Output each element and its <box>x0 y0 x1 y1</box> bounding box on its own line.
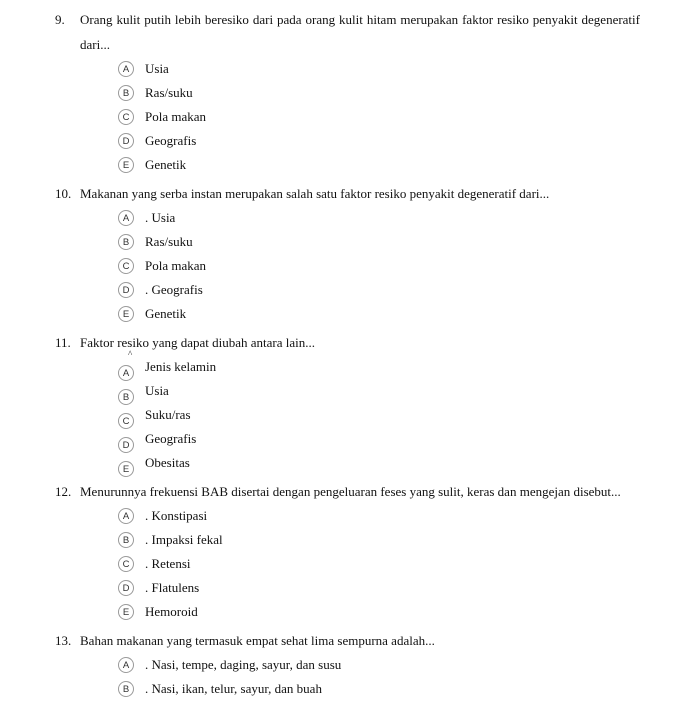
option-letter-circle: D <box>118 282 134 298</box>
answer-option <box>80 153 640 177</box>
options-list <box>80 349 640 475</box>
option-text: Usia <box>145 383 169 398</box>
option-text: . Geografis <box>145 282 203 297</box>
answer-option <box>80 278 640 302</box>
answer-option <box>80 349 640 379</box>
question-number: 11. <box>55 335 71 350</box>
question-number: 10. <box>55 186 72 201</box>
question-number: 12. <box>55 484 72 499</box>
answer-option <box>80 504 640 528</box>
answer-option <box>80 57 640 81</box>
answer-option <box>80 129 640 153</box>
option-letter-circle: E <box>118 461 134 477</box>
caret-mark: ^ <box>128 349 133 359</box>
question-text: Orang kulit putih lebih beresiko dari pada orang kulit hitam merupakan faktor resiko penyakit degeneratif dari... <box>80 12 640 52</box>
answer-option <box>80 451 640 475</box>
option-text: Geografis <box>145 133 197 148</box>
answer-option <box>80 576 640 600</box>
option-letter-circle: C <box>118 556 134 572</box>
question <box>0 628 692 701</box>
answer-option <box>80 105 640 129</box>
option-letter-circle: E <box>118 604 134 620</box>
answer-option <box>80 206 640 230</box>
option-text: Ras/suku <box>145 85 193 100</box>
option-text: Obesitas <box>145 455 190 470</box>
answer-option <box>80 600 640 624</box>
answer-option <box>80 254 640 278</box>
answer-option <box>80 230 640 254</box>
option-letter-circle: D <box>118 580 134 596</box>
option-letter-circle: E <box>118 157 134 173</box>
option-text: . Nasi, ikan, telur, sayur, dan buah <box>145 681 322 696</box>
option-letter-circle: D <box>118 437 134 453</box>
option-letter-circle: C <box>118 109 134 125</box>
option-letter-circle: A <box>118 210 134 226</box>
answer-option <box>80 653 640 677</box>
question-text: Menurunnya frekuensi BAB disertai dengan pengeluaran feses yang sulit, keras dan mengejan disebut... <box>80 484 621 499</box>
answer-option <box>80 379 640 403</box>
answer-option <box>80 427 640 451</box>
option-text: . Retensi <box>145 556 191 571</box>
option-letter-circle: C <box>118 258 134 274</box>
question <box>0 479 692 624</box>
answer-option <box>80 552 640 576</box>
question <box>0 181 692 326</box>
option-text: Jenis kelamin <box>145 359 217 374</box>
option-text: Genetik <box>145 306 187 321</box>
options-list <box>80 653 640 701</box>
answer-option <box>80 677 640 701</box>
option-letter-circle: B <box>118 234 134 250</box>
option-letter-circle: C <box>118 413 134 429</box>
option-letter-circle: A <box>118 508 134 524</box>
option-text: Hemoroid <box>145 604 198 619</box>
option-text: . Flatulens <box>145 580 200 595</box>
option-text: Usia <box>145 61 169 76</box>
question-text: Faktor resiko yang dapat diubah antara lain... <box>80 335 316 350</box>
option-letter-circle: D <box>118 133 134 149</box>
option-letter-circle: E <box>118 306 134 322</box>
option-text: . Usia <box>145 210 176 225</box>
option-letter-circle: A <box>118 657 134 673</box>
question <box>0 7 692 177</box>
option-text: . Nasi, tempe, daging, sayur, dan susu <box>145 657 342 672</box>
answer-option <box>80 81 640 105</box>
option-letter-circle: B <box>118 389 134 405</box>
answer-option <box>80 403 640 427</box>
options-list <box>80 504 640 624</box>
option-letter-circle: B <box>118 532 134 548</box>
option-letter-circle: A <box>118 61 134 77</box>
option-text: Ras/suku <box>145 234 193 249</box>
question-text: Makanan yang serba instan merupakan salah satu faktor resiko penyakit degeneratif dari... <box>80 186 550 201</box>
answer-option <box>80 528 640 552</box>
answer-option <box>80 302 640 326</box>
options-list <box>80 57 640 177</box>
question-number: 13. <box>55 633 72 648</box>
option-text: . Konstipasi <box>145 508 208 523</box>
question-number: 9. <box>55 12 65 27</box>
option-letter-circle: A <box>118 365 134 381</box>
option-text: . Impaksi fekal <box>145 532 223 547</box>
option-text: Suku/ras <box>145 407 191 422</box>
question <box>0 330 692 475</box>
option-text: Genetik <box>145 157 187 172</box>
option-letter-circle: B <box>118 85 134 101</box>
question-text: Bahan makanan yang termasuk empat sehat lima sempurna adalah... <box>80 633 435 648</box>
option-text: Pola makan <box>145 109 207 124</box>
option-text: Pola makan <box>145 258 207 273</box>
option-letter-circle: B <box>118 681 134 697</box>
option-text: Geografis <box>145 431 197 446</box>
options-list <box>80 206 640 326</box>
